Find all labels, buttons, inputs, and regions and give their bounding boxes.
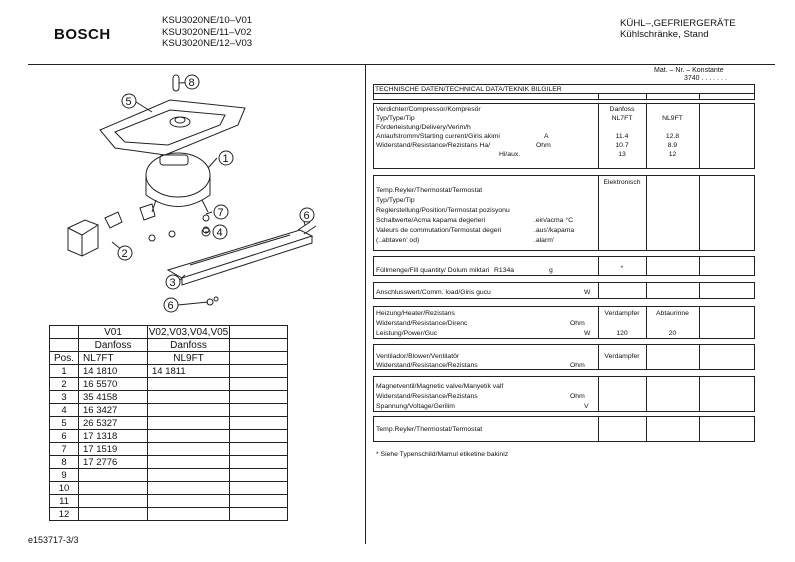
tray-part [100, 100, 245, 155]
category-line-1: KÜHL–,GEFRIERGERÄTE [620, 18, 736, 29]
table-row: 8 17 2776 [50, 456, 288, 469]
variant-v02-v05: V02,V03,V04,V05 [148, 326, 229, 338]
tech-title: TECHNISCHE DATEN/TECHNICAL DATA/TEKNIK BILGILER [375, 86, 562, 93]
category [620, 18, 736, 40]
callout-8: 8 [188, 77, 195, 89]
callout-1: 1 [222, 153, 229, 165]
footnote: * Siehe Typenschild/Mamul etiketine bakiniz [376, 451, 509, 458]
type-row [50, 352, 288, 365]
valve-box: Magnetventil/Magnetic valve/Manyetik valf Widerstand/Resistance/Rezistans Ohm Spannung/Voltage/Gerilim V [373, 376, 755, 412]
variant-row [50, 326, 288, 339]
callout-5: 5 [125, 96, 132, 108]
callout-7: 7 [217, 207, 224, 219]
document-id: e153717-3/3 [28, 535, 79, 545]
thermostat2-box: Temp.Reyler/Thermostat/Termostat [373, 416, 755, 442]
model-1: KSU3020NE/10–V01 [162, 15, 253, 26]
callout-4: 4 [216, 227, 223, 239]
table-row: 12 [50, 508, 288, 521]
table-row: 7 17 1519 [50, 443, 288, 456]
table-row: 2 16 5570 [50, 378, 288, 391]
callout-6b: 6 [167, 300, 174, 312]
table-row: 3 35 4158 [50, 391, 288, 404]
relay-part [68, 220, 98, 256]
compressor-part [146, 153, 210, 197]
pin-part [173, 75, 179, 91]
model-2: KSU3020NE/11–V02 [162, 26, 252, 38]
fill-quantity-box: Füllmenge/Fill quantity/ Dolum miktari R134a g * [373, 256, 755, 276]
tech-title-box [373, 84, 755, 100]
column-divider [365, 64, 366, 544]
variant-v01: V01 [79, 326, 148, 339]
model-list [162, 15, 252, 50]
matnr-label: Mat. – Nr. – Konstante [654, 67, 724, 74]
table-row: 6 17 1318 [50, 430, 288, 443]
exploded-parts-diagram [60, 70, 330, 320]
load-box: Anschlusswert/Comm. load/Giris gucu W [373, 282, 755, 299]
matnr-value: 3740 . . . . . . . [684, 75, 727, 82]
type-2: NL9FT [148, 352, 230, 365]
table-row: 1 14 1810 14 1811 [50, 365, 288, 378]
maker-1: Danfoss [79, 339, 148, 352]
table-row: 4 16 3427 [50, 404, 288, 417]
material-number [654, 67, 727, 83]
model-3: KSU3020NE/12–V03 [162, 38, 253, 49]
category-line-2: Kühlschränke, Stand [620, 29, 709, 40]
maker-2: Danfoss [148, 339, 230, 352]
table-row: 11 [50, 495, 288, 508]
header-divider [28, 64, 775, 65]
thermostat-box: Elektronisch Temp.Reyler/Thermostat/Termostat Typ/Type/Tip Reglerstellung/Position/Termostat pozisyonu Schaltwerte/Acma kapama degerleri .ein/acma °C Valeurs de commutation/Termostat degeri .aus'/kapama (..abtaven' od) .alarm' [373, 175, 755, 251]
fan-box: Ventilador/Blower/Ventilatör Widerstand/Resistance/Rezistans Ohm Verdampfer [373, 344, 755, 370]
pos-header: Pos. [50, 352, 79, 365]
table-row: 5 26 5327 [50, 417, 288, 430]
maker-row [50, 339, 288, 352]
brand-logo: BOSCH [54, 26, 111, 43]
parts-table [49, 325, 288, 521]
callout-3: 3 [169, 277, 176, 289]
bracket-part [168, 230, 312, 278]
callout-2: 2 [121, 248, 128, 260]
heater-box: Heizung/Heater/Rezistans Widerstand/Resistance/Direnc Ohm Leistung/Power/Guc W Verdampfer 120 Abtaurinne 20 [373, 306, 755, 339]
table-row: 10 [50, 482, 288, 495]
compressor-box: Verdichter/Compressor/Kompresör Typ/Type/Tip Förderleistung/Delivery/Verim/h Anlaufstromm/Starting current/Giris akimi A Widerstand/Resistance/Rezistans Ha/ Ohm Hi/aux. Danfoss NL7FT 11.4 10.7 13 NL9FT 12.8 8.9 12 [373, 103, 755, 169]
type-1: NL7FT [79, 352, 148, 365]
callout-6a: 6 [303, 210, 310, 222]
table-row: 9 [50, 469, 288, 482]
